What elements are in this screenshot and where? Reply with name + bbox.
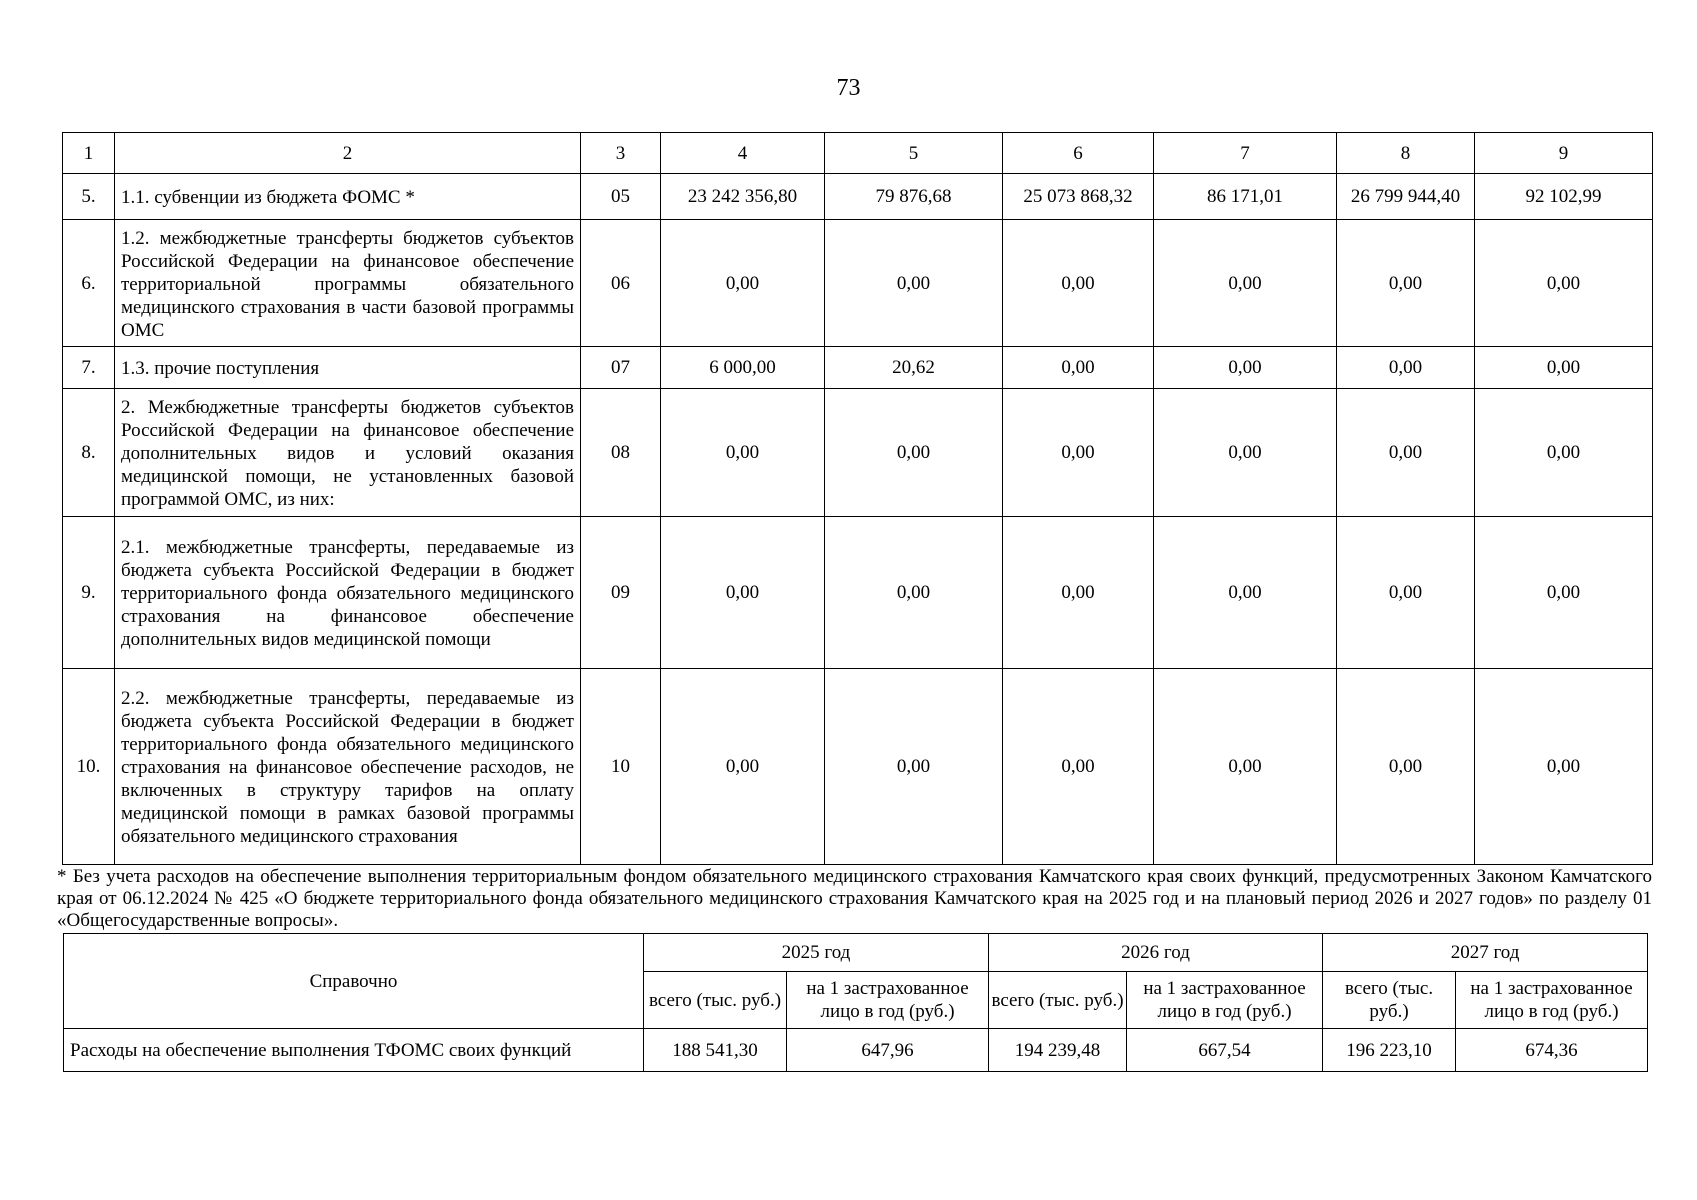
reference-label: Справочно: [64, 934, 644, 1029]
header-cell: 7: [1154, 133, 1337, 174]
header-cell: 3: [581, 133, 661, 174]
value-cell: 0,00: [661, 669, 825, 865]
value-cell: 0,00: [1475, 220, 1653, 347]
table-row: [63, 517, 1653, 669]
footnote: * Без учета расходов на обеспечение выполнения территориальным фондом обязательного медицинского страхования Камчатского края своих функций, предусмотренных Законом Камчатского края от 06.12.2024 № 425 «О бюджете территориального фонда обязательного медицинского страхования Камчатского края на 2025 год и на плановый период 2026 и 2027 годов» по разделу 01 «Общегосударственные вопросы».: [57, 866, 1652, 931]
value-cell: 23 242 356,80: [661, 174, 825, 220]
value-cell: 0,00: [1154, 347, 1337, 389]
value-cell: 0,00: [1337, 669, 1475, 865]
value-cell: 196 223,10: [1323, 1029, 1456, 1072]
subheader-per-person: на 1 застрахованное лицо в год (руб.): [1456, 972, 1648, 1029]
value-cell: 0,00: [1003, 669, 1154, 865]
page-number: 73: [836, 75, 861, 101]
row-code: 10: [581, 669, 661, 865]
value-cell: 0,00: [1337, 220, 1475, 347]
value-cell: 0,00: [1154, 517, 1337, 669]
value-cell: 0,00: [661, 389, 825, 517]
row-code: 08: [581, 389, 661, 517]
row-code: 06: [581, 220, 661, 347]
row-description: 1.3. прочие поступления: [115, 347, 581, 389]
value-cell: 0,00: [1337, 517, 1475, 669]
value-cell: 667,54: [1127, 1029, 1323, 1072]
value-cell: 647,96: [787, 1029, 989, 1072]
row-code: 09: [581, 517, 661, 669]
reference-year-row: [64, 934, 1648, 972]
row-description: 2. Межбюджетные трансферты бюджетов субъектов Российской Федерации на финансовое обеспечение дополнительных видов и условий оказания медицинской помощи, не установленных базовой программой ОМС, из них:: [115, 389, 581, 517]
row-number: 6.: [63, 220, 115, 347]
table-row: [63, 389, 1653, 517]
value-cell: 0,00: [825, 669, 1003, 865]
row-number: 9.: [63, 517, 115, 669]
value-cell: 0,00: [661, 220, 825, 347]
header-cell: 1: [63, 133, 115, 174]
value-cell: 0,00: [825, 220, 1003, 347]
value-cell: 0,00: [1475, 517, 1653, 669]
reference-table: [63, 933, 1648, 1072]
year-header: 2025 год: [644, 934, 989, 972]
value-cell: 6 000,00: [661, 347, 825, 389]
row-description: 2.1. межбюджетные трансферты, передаваемые из бюджета субъекта Российской Федерации в бюджет территориального фонда обязательного медицинского страхования на финансовое обеспечение дополнительных видов медицинской помощи: [115, 517, 581, 669]
value-cell: 0,00: [825, 517, 1003, 669]
value-cell: 674,36: [1456, 1029, 1648, 1072]
value-cell: 0,00: [661, 517, 825, 669]
value-cell: 0,00: [1475, 669, 1653, 865]
main-table: [62, 132, 1653, 865]
year-header: 2027 год: [1323, 934, 1648, 972]
value-cell: 0,00: [1154, 389, 1337, 517]
year-header: 2026 год: [989, 934, 1323, 972]
value-cell: 0,00: [1003, 347, 1154, 389]
value-cell: 0,00: [1003, 517, 1154, 669]
subheader-total: всего (тыс. руб.): [1323, 972, 1456, 1029]
value-cell: 0,00: [1154, 220, 1337, 347]
value-cell: 0,00: [825, 389, 1003, 517]
header-cell: 6: [1003, 133, 1154, 174]
reference-row-label: Расходы на обеспечение выполнения ТФОМС своих функций: [64, 1029, 644, 1072]
reference-data-row: [64, 1029, 1648, 1072]
value-cell: 188 541,30: [644, 1029, 787, 1072]
subheader-total: всего (тыс. руб.): [989, 972, 1127, 1029]
row-number: 10.: [63, 669, 115, 865]
value-cell: 0,00: [1337, 347, 1475, 389]
row-number: 7.: [63, 347, 115, 389]
value-cell: 194 239,48: [989, 1029, 1127, 1072]
table-row: [63, 220, 1653, 347]
header-cell: 8: [1337, 133, 1475, 174]
row-description: 2.2. межбюджетные трансферты, передаваемые из бюджета субъекта Российской Федерации в бюджет территориального фонда обязательного медицинского страхования на финансовое обеспечение расходов, не включенных в структуру тарифов на оплату медицинской помощи в рамках базовой программы обязательного медицинского страхования: [115, 669, 581, 865]
value-cell: 0,00: [1337, 389, 1475, 517]
row-description: 1.1. субвенции из бюджета ФОМС *: [115, 174, 581, 220]
header-cell: 4: [661, 133, 825, 174]
table-row: [63, 174, 1653, 220]
value-cell: 0,00: [1003, 389, 1154, 517]
header-cell: 5: [825, 133, 1003, 174]
table-row: [63, 347, 1653, 389]
value-cell: 26 799 944,40: [1337, 174, 1475, 220]
value-cell: 79 876,68: [825, 174, 1003, 220]
row-description: 1.2. межбюджетные трансферты бюджетов субъектов Российской Федерации на финансовое обеспечение территориальной программы обязательного медицинского страхования в части базовой программы ОМС: [115, 220, 581, 347]
value-cell: 86 171,01: [1154, 174, 1337, 220]
value-cell: 0,00: [1003, 220, 1154, 347]
subheader-per-person: на 1 застрахованное лицо в год (руб.): [787, 972, 989, 1029]
row-number: 8.: [63, 389, 115, 517]
value-cell: 0,00: [1475, 389, 1653, 517]
subheader-total: всего (тыс. руб.): [644, 972, 787, 1029]
row-number: 5.: [63, 174, 115, 220]
value-cell: 0,00: [1154, 669, 1337, 865]
header-cell: 2: [115, 133, 581, 174]
table-row: [63, 669, 1653, 865]
value-cell: 25 073 868,32: [1003, 174, 1154, 220]
value-cell: 20,62: [825, 347, 1003, 389]
table-header-row: [63, 133, 1653, 174]
value-cell: 92 102,99: [1475, 174, 1653, 220]
row-code: 07: [581, 347, 661, 389]
header-cell: 9: [1475, 133, 1653, 174]
row-code: 05: [581, 174, 661, 220]
value-cell: 0,00: [1475, 347, 1653, 389]
subheader-per-person: на 1 застрахованное лицо в год (руб.): [1127, 972, 1323, 1029]
